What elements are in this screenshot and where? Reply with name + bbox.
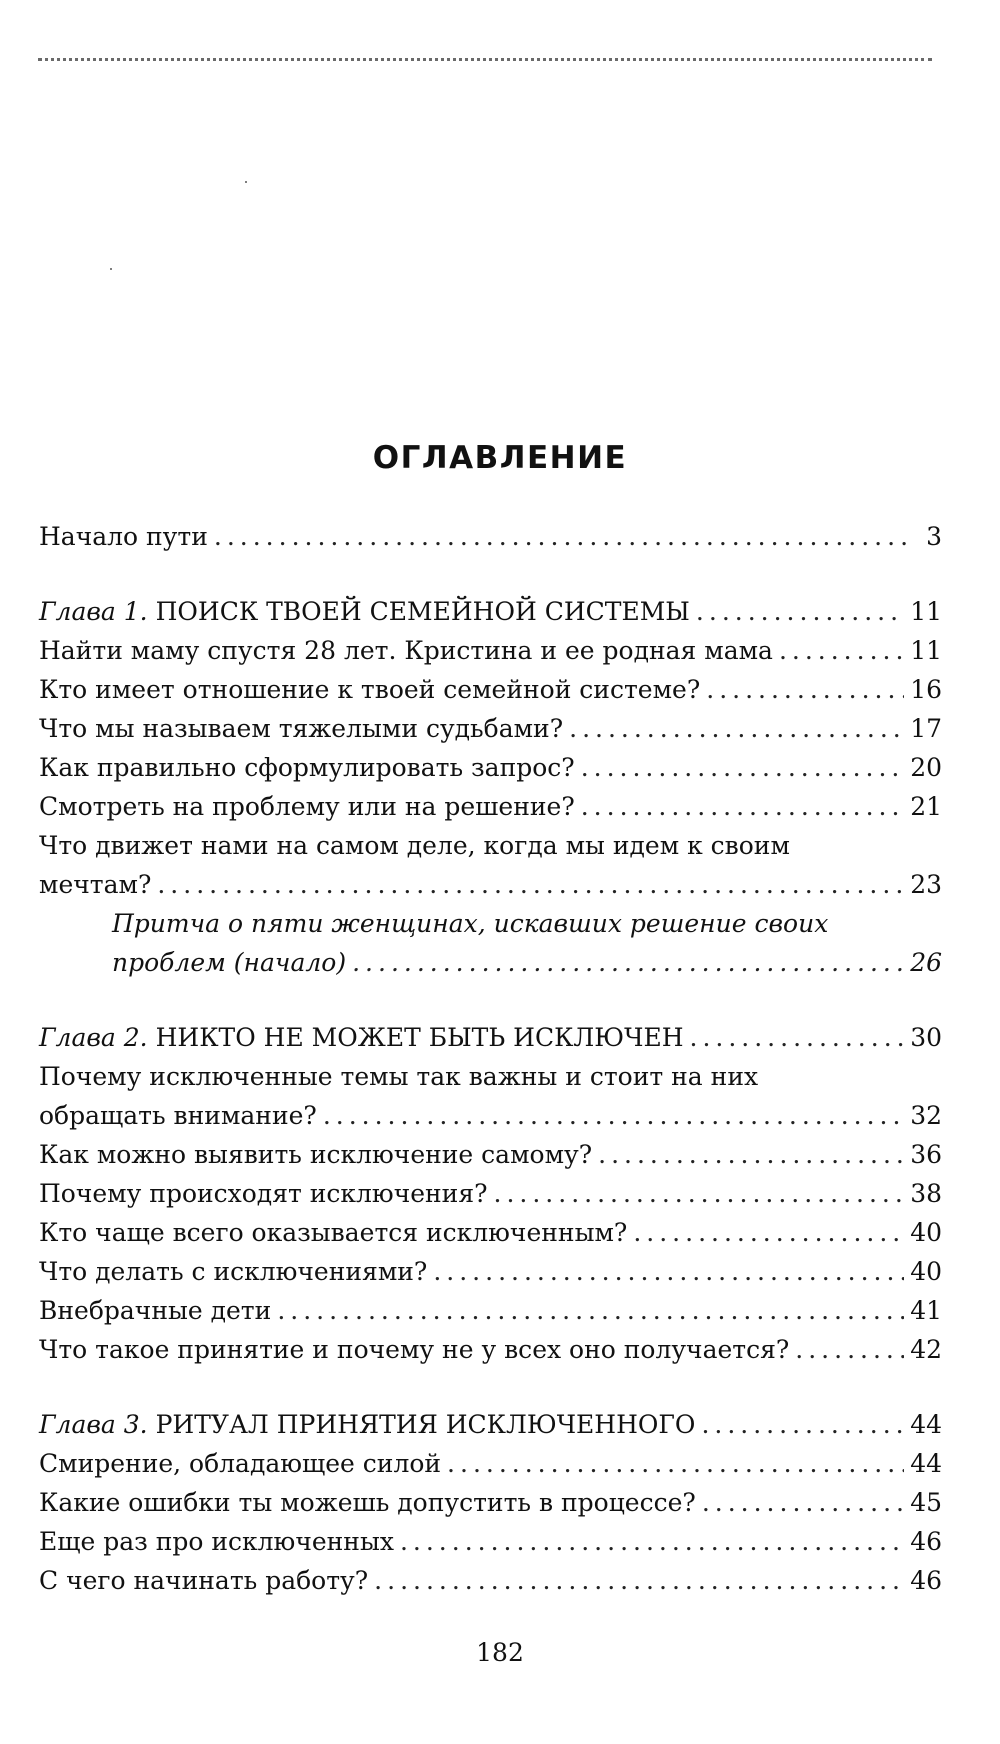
toc-entry-title: Что мы называем тяжелыми судьбами?	[39, 714, 564, 743]
toc-entry[interactable]	[39, 522, 942, 561]
toc-entry-page: 45	[910, 1488, 942, 1517]
toc-entry-page: 46	[910, 1527, 942, 1556]
leader-dots	[690, 1023, 905, 1052]
toc-entry-page: 44	[910, 1449, 942, 1478]
toc-entry-page: 26	[910, 948, 942, 977]
toc-subentry[interactable]	[39, 948, 942, 987]
toc-entry-page: 30	[910, 1023, 942, 1052]
toc-heading: ОГЛАВЛЕНИЕ	[372, 440, 628, 476]
chapter-title: РИТУАЛ ПРИНЯТИЯ ИСКЛЮЧЕННОГО	[155, 1410, 696, 1439]
toc-entry[interactable]	[39, 1335, 942, 1374]
toc-entry-page: 40	[910, 1257, 942, 1286]
leader-dots	[581, 792, 904, 821]
table-of-contents	[39, 522, 942, 1605]
toc-entry-page: 17	[910, 714, 942, 743]
toc-entry-page: 20	[910, 753, 942, 782]
toc-entry-title: мечтам?	[39, 870, 152, 899]
toc-entry-title: Смирение, обладающее силой	[39, 1449, 442, 1478]
toc-entry-page: 3	[926, 522, 942, 551]
chapter-title: ПОИСК ТВОЕЙ СЕМЕЙНОЙ СИСТЕМЫ	[155, 597, 690, 626]
leader-dots	[706, 675, 904, 704]
leader-dots	[323, 1101, 904, 1130]
leader-dots	[569, 714, 904, 743]
toc-entry[interactable]	[39, 1179, 942, 1218]
page-number: 182	[476, 1638, 524, 1667]
toc-entry-title: Внебрачные дети	[39, 1296, 272, 1325]
toc-entry[interactable]	[39, 1566, 942, 1605]
toc-entry-title: обращать внимание?	[39, 1101, 317, 1130]
toc-entry-title: Почему происходят исключения?	[39, 1179, 488, 1208]
toc-entry-title: Как правильно сформулировать запрос?	[39, 753, 575, 782]
toc-subentry-first-line[interactable]	[39, 909, 942, 948]
toc-entry-page: 36	[910, 1140, 942, 1169]
toc-entry-title: Начало пути	[39, 522, 208, 551]
chapter-prefix: Глава 2.	[39, 1023, 148, 1052]
leader-dots	[702, 1488, 904, 1517]
chapter-title: НИКТО НЕ МОЖЕТ БЫТЬ ИСКЛЮЧЕН	[155, 1023, 684, 1052]
leader-dots	[696, 597, 904, 626]
toc-entry[interactable]	[39, 714, 942, 753]
toc-entry[interactable]	[39, 1140, 942, 1179]
toc-entry[interactable]	[39, 1527, 942, 1566]
toc-entry-page: 21	[910, 792, 942, 821]
leader-dots	[447, 1449, 904, 1478]
toc-entry-title: Еще раз про исключенных	[39, 1527, 394, 1556]
toc-entry-page: 42	[910, 1335, 942, 1364]
toc-entry-first-line[interactable]	[39, 1062, 942, 1101]
leader-dots	[352, 948, 904, 977]
toc-entry-page: 38	[910, 1179, 942, 1208]
paper-speck	[245, 181, 247, 183]
toc-entry[interactable]	[39, 1449, 942, 1488]
leader-dots	[598, 1140, 904, 1169]
leader-dots	[795, 1335, 904, 1364]
toc-entry-title: Как можно выявить исключение самому?	[39, 1140, 593, 1169]
toc-entry-title: С чего начинать работу?	[39, 1566, 369, 1595]
leader-dots	[214, 522, 912, 551]
leader-dots	[779, 636, 904, 665]
toc-entry-page: 46	[910, 1566, 942, 1595]
toc-subentry-title-line1: Притча о пяти женщинах, искавших решение своих	[112, 909, 829, 938]
toc-chapter-entry[interactable]	[39, 597, 942, 636]
toc-entry-title: Что такое принятие и почему не у всех оно получается?	[39, 1335, 790, 1364]
paper-speck	[110, 268, 112, 270]
leader-dots	[701, 1410, 904, 1439]
top-dotted-rule	[38, 58, 932, 61]
toc-entry-page: 16	[910, 675, 942, 704]
toc-entry-title: Что делать с исключениями?	[39, 1257, 428, 1286]
toc-entry[interactable]	[39, 1257, 942, 1296]
toc-entry-page: 11	[910, 597, 942, 626]
toc-entry-title-line1: Что движет нами на самом деле, когда мы идем к своим	[39, 831, 790, 860]
toc-chapter-entry[interactable]	[39, 1410, 942, 1449]
toc-entry-title: Какие ошибки ты можешь допустить в процессе?	[39, 1488, 696, 1517]
toc-entry[interactable]	[39, 636, 942, 675]
leader-dots	[277, 1296, 904, 1325]
chapter-prefix: Глава 3.	[39, 1410, 148, 1439]
toc-entry-title: Кто имеет отношение к твоей семейной системе?	[39, 675, 701, 704]
toc-entry-first-line[interactable]	[39, 831, 942, 870]
toc-entry[interactable]	[39, 1296, 942, 1335]
toc-entry[interactable]	[39, 1488, 942, 1527]
leader-dots	[374, 1566, 904, 1595]
leader-dots	[633, 1218, 904, 1247]
toc-entry-title: Смотреть на проблему или на решение?	[39, 792, 575, 821]
toc-entry-title: Кто чаще всего оказывается исключенным?	[39, 1218, 628, 1247]
toc-entry[interactable]	[39, 870, 942, 909]
leader-dots	[433, 1257, 904, 1286]
toc-entry[interactable]	[39, 753, 942, 792]
toc-entry-title: Найти маму спустя 28 лет. Кристина и ее родная мама	[39, 636, 773, 665]
leader-dots	[494, 1179, 905, 1208]
toc-entry[interactable]	[39, 1218, 942, 1257]
toc-entry[interactable]	[39, 1101, 942, 1140]
toc-chapter-entry[interactable]	[39, 1023, 942, 1062]
leader-dots	[400, 1527, 904, 1556]
toc-entry-page: 44	[910, 1410, 942, 1439]
chapter-prefix: Глава 1.	[39, 597, 148, 626]
toc-entry[interactable]	[39, 792, 942, 831]
toc-entry-page: 23	[910, 870, 942, 899]
toc-entry[interactable]	[39, 675, 942, 714]
toc-subentry-title: проблем (начало)	[112, 948, 347, 977]
toc-entry-page: 32	[910, 1101, 942, 1130]
leader-dots	[157, 870, 904, 899]
toc-entry-page: 11	[910, 636, 942, 665]
toc-entry-page: 41	[910, 1296, 942, 1325]
toc-entry-page: 40	[910, 1218, 942, 1247]
toc-entry-title-line1: Почему исключенные темы так важны и стоит на них	[39, 1062, 759, 1091]
leader-dots	[581, 753, 904, 782]
